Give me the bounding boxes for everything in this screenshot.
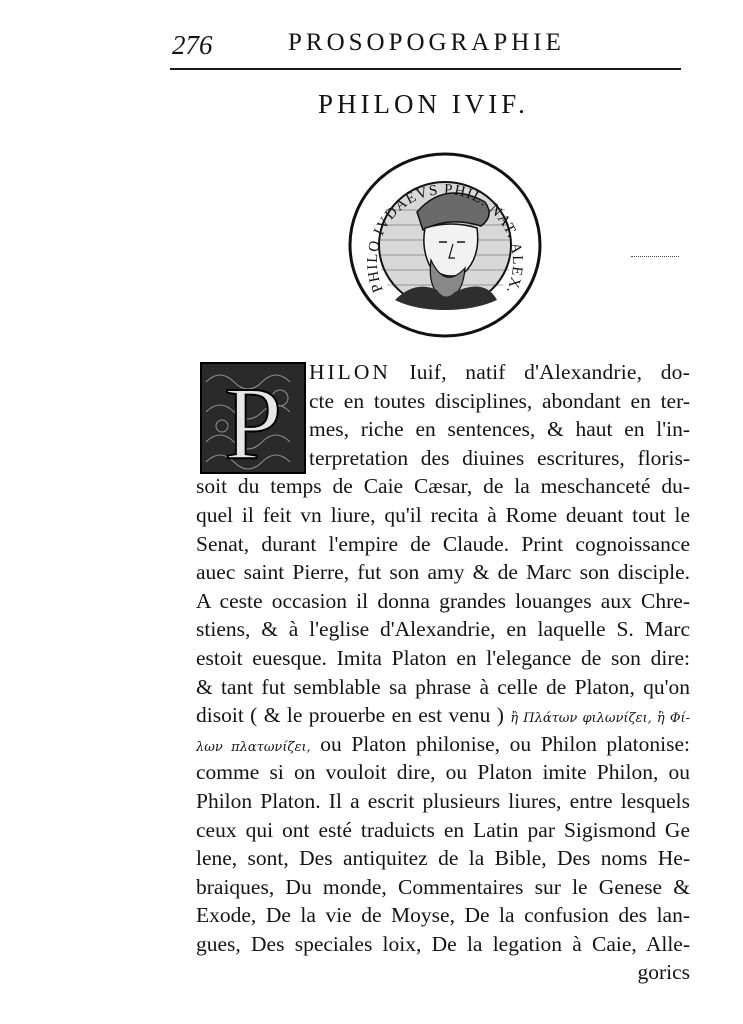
text-line-2: cte en toutes disciplines, abondant en ter-	[309, 388, 690, 413]
text-line-13	[196, 701, 690, 730]
header-rule	[170, 68, 681, 70]
text-line-20: Exode, De la vie de Moyse, De la confusion des lan-	[196, 903, 690, 928]
text-line-6: quel il feit vn liure, qu'il recita à Rome deuant tout le	[196, 502, 690, 527]
text-line-18: lene, sont, Des antiquitez de la Bible, Des noms He-	[196, 846, 690, 871]
text-line-1-rest: Iuif, natif d'Alexandrie, do-	[390, 360, 690, 384]
body-text	[196, 358, 690, 987]
catchword: gorics	[637, 960, 690, 985]
first-word-caps: HILON	[309, 360, 391, 384]
running-head: PROSOPOGRAPHIE	[288, 29, 565, 56]
text-line-8: auec saint Pierre, fut son amy & de Marc son disciple.	[196, 560, 690, 585]
greek-proverb-2: λων πλατωνίζει,	[196, 739, 311, 755]
text-line-21: gues, Des speciales loix, De la legation à Caie, Alle-	[196, 931, 690, 956]
text-line-1	[196, 358, 690, 387]
initial-letter: P	[224, 366, 282, 474]
text-line-15: comme si on vouloit dire, ou Platon imite Philon, ou	[196, 760, 690, 785]
medallion-inscription: PHILO IVDAEVS PHIL. NAT. ALEX.	[364, 181, 526, 297]
greek-proverb-1: ἢ Πλάτων φιλωνίζει, ἢ Φί-	[510, 711, 690, 727]
margin-mark	[631, 256, 679, 260]
text-line-17: ceux qui ont esté traduicts en Latin par Sigismond Ge	[196, 817, 690, 842]
text-line-9: A ceste occasion il donna grandes louanges aux Chre-	[196, 588, 690, 613]
chapter-title: PHILON IVIF.	[318, 89, 529, 119]
page-number: 276	[172, 30, 213, 60]
text-line-11: estoit euesque. Imita Platon en l'elegance de son dire:	[196, 645, 690, 670]
text-line-16: Philon Platon. Il a escrit plusieurs liures, entre lesquels	[196, 788, 690, 813]
text-line-12: & tant fut semblable sa phrase à celle de Platon, qu'on	[196, 674, 690, 699]
text-line-4: terpretation des diuines escritures, floris-	[309, 445, 690, 470]
text-line-14	[196, 730, 690, 759]
text-line-7: Senat, durant l'empire de Claude. Print cognoissance	[196, 531, 690, 556]
text-line-10: stiens, & à l'eglise d'Alexandrie, en laquelle S. Marc	[196, 617, 690, 642]
text-line-13-main: disoit ( & le prouerbe en est venu )	[196, 703, 504, 728]
text-line-5: soit du temps de Caie Cæsar, de la meschanceté du-	[196, 474, 690, 499]
text-line-19: braiques, Du monde, Commentaires sur le Genese &	[196, 874, 690, 899]
portrait-medallion	[345, 150, 545, 340]
text-line-3: mes, riche en sentences, & haut en l'in-	[309, 417, 690, 442]
text-line-14-main: ou Platon philonise, ou Philon platonise:	[320, 731, 691, 756]
